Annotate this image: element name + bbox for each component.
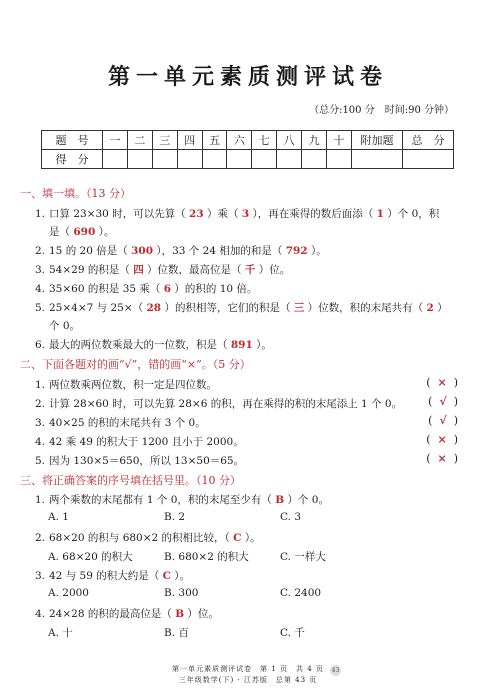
- question-text: ）。: [174, 570, 191, 582]
- question-text: 是（: [49, 226, 70, 238]
- options-row: [48, 587, 396, 599]
- options-row: [48, 511, 396, 523]
- question-number: 2.: [35, 532, 46, 544]
- score-header-cell: 七: [252, 131, 277, 150]
- question-text: 15 的 20 倍是（: [49, 245, 128, 257]
- s1-question-4: [35, 281, 257, 296]
- answer: 四: [133, 264, 144, 276]
- section3-heading: 三、将正确答案的序号填在括号里。（10 分）: [20, 474, 241, 487]
- s3-item: [35, 492, 329, 507]
- score-cell[interactable]: [202, 150, 227, 169]
- question-text: 计算 28×60 时，可以先算 28×6 的积，再在乘得的积的末尾添上 1 个 0。: [49, 398, 403, 410]
- answer: 2: [426, 302, 434, 314]
- answer: ×: [437, 433, 447, 446]
- answer: 三: [293, 302, 305, 314]
- question-number: 2.: [35, 398, 46, 410]
- option: B. 300: [164, 587, 199, 599]
- question-number: 1.: [35, 494, 46, 506]
- score-cell[interactable]: [302, 150, 327, 169]
- question-text: ）位。: [187, 608, 219, 620]
- score-header-cell: 四: [177, 131, 202, 150]
- question-text: 25×4×7 与 25×（: [49, 302, 144, 314]
- question-text: 两个乘数的末尾都有 1 个 0，积的末尾至少有（: [49, 494, 272, 506]
- score-cell[interactable]: [277, 150, 302, 169]
- question-text: ）个 0，积: [387, 208, 440, 220]
- judge-mark: ( × ): [426, 433, 458, 446]
- section1-heading: 一、填一填。（13 分）: [20, 187, 131, 200]
- question-text: ），再在乘得的数后面添（: [252, 208, 374, 220]
- s3-item: [35, 530, 261, 545]
- score-cell[interactable]: [152, 150, 177, 169]
- question-text: ）。: [244, 532, 261, 544]
- score-table-score-row: [42, 150, 454, 169]
- question-text: 40×25 的积的末尾共有 3 个 0。: [49, 417, 206, 429]
- score-header-cell: 十: [327, 131, 352, 150]
- s2-item: [35, 453, 244, 468]
- question-text: ）乘（: [207, 208, 239, 220]
- option: C. 一样大: [280, 551, 326, 563]
- question-text: ）: [437, 302, 448, 314]
- s1-question-5: [35, 300, 448, 315]
- score-header-cell: 六: [227, 131, 252, 150]
- question-text: 68×20 的积与 680×2 的积相比较，（: [49, 532, 230, 544]
- score-cell[interactable]: [403, 150, 454, 169]
- score-row-label: 得 分: [42, 150, 103, 169]
- question-text: ）位数，最高位是（: [147, 264, 242, 276]
- option: A. 2000: [48, 587, 89, 599]
- answer: 1: [376, 208, 384, 220]
- question-text: ）。: [310, 245, 327, 257]
- question-text: 42 乘 49 的积大于 1200 且小于 2000。: [49, 436, 244, 448]
- answer: B: [175, 608, 185, 620]
- score-header-cell: 五: [202, 131, 227, 150]
- score-header-cell: 二: [127, 131, 152, 150]
- section2-heading: 二、下面各题对的画“√”，错的画“×”。（5 分）: [20, 358, 251, 371]
- answer: √: [439, 395, 447, 408]
- question-number: 5.: [35, 302, 46, 314]
- s3-item: [35, 568, 190, 583]
- score-cell[interactable]: [177, 150, 202, 169]
- score-cell[interactable]: [352, 150, 403, 169]
- s2-item: [35, 415, 206, 430]
- question-number: 3.: [35, 570, 46, 582]
- option: C. 3: [280, 511, 302, 523]
- question-number: 5.: [35, 455, 46, 467]
- score-header-cell: 八: [277, 131, 302, 150]
- question-text: 35×60 的积是 35 乘（: [49, 283, 161, 295]
- question-number: 2.: [35, 245, 46, 257]
- answer: 6: [163, 283, 172, 295]
- answer: 300: [131, 245, 154, 257]
- question-number: 3.: [35, 264, 46, 276]
- option: C. 2400: [280, 587, 322, 599]
- s1-question-2: [35, 243, 327, 258]
- question-number: 4.: [35, 283, 46, 295]
- question-number: 4.: [35, 436, 46, 448]
- option: B. 百: [164, 627, 189, 639]
- question-text: 因为 130×5＝650，所以 13×50＝65。: [49, 455, 245, 467]
- question-text: ）。: [256, 339, 272, 351]
- question-text: ）的积的 10 倍。: [174, 283, 258, 295]
- s1-question-3: [35, 262, 290, 277]
- score-table: [41, 130, 454, 169]
- score-header-cell: 题 号: [42, 131, 103, 150]
- score-cell[interactable]: [127, 150, 152, 169]
- question-number: 4.: [35, 608, 46, 620]
- score-table-header-row: [42, 131, 454, 150]
- question-number: 1.: [35, 379, 46, 391]
- option: B. 680×2 的积大: [164, 551, 249, 563]
- judge-mark: ( √ ): [428, 395, 458, 408]
- option: B. 2: [164, 511, 186, 523]
- score-header-cell: 九: [302, 131, 327, 150]
- footer-line-1: 第一单元素质测评试卷 第 1 页 共 4 页: [172, 665, 324, 673]
- question-number: 6.: [35, 339, 46, 351]
- s1-question-6: [35, 337, 272, 352]
- s1-question-1: [35, 206, 439, 221]
- answer: 891: [230, 339, 253, 351]
- option: C. 千: [280, 627, 305, 639]
- s1-question-5-cont: 个 0。: [49, 320, 81, 332]
- score-cell[interactable]: [227, 150, 252, 169]
- score-header-cell: 总 分: [403, 131, 454, 150]
- s2-item: [35, 396, 402, 411]
- s2-item: [35, 377, 217, 392]
- option: A. 68×20 的积大: [48, 551, 133, 563]
- score-header-cell: 一: [103, 131, 128, 150]
- question-text: ）位。: [258, 264, 291, 276]
- s2-item: [35, 434, 244, 449]
- score-cell[interactable]: [327, 150, 352, 169]
- question-text: ），33 个 24 相加的和是（: [156, 245, 283, 257]
- exam-info: （总分:100 分 时间:90 分钟）: [309, 105, 454, 116]
- question-text: 两位数乘两位数，积一定是四位数。: [49, 379, 217, 391]
- answer: 28: [146, 302, 162, 314]
- question-number: 1.: [35, 208, 46, 220]
- s3-item: [35, 606, 219, 621]
- page-badge-icon: 43: [331, 667, 340, 674]
- page-title: 第一单元素质测评试卷: [107, 64, 388, 90]
- score-header-cell: 附加题: [352, 131, 403, 150]
- answer: ×: [437, 452, 447, 465]
- score-cell[interactable]: [103, 150, 128, 169]
- footer-line-2: 三年级数学(下) · 江苏版 总第 43 页: [178, 676, 318, 684]
- answer: C: [162, 570, 171, 582]
- question-text: 54×29 的积是（: [49, 264, 130, 276]
- option: A. 1: [48, 511, 69, 523]
- judge-mark: ( × ): [426, 376, 458, 389]
- question-text: ）的积相等，它们的积是（: [164, 302, 291, 314]
- answer: 千: [244, 264, 256, 276]
- score-cell[interactable]: [252, 150, 277, 169]
- judge-mark: ( × ): [426, 452, 458, 465]
- answer: 3: [241, 208, 250, 220]
- question-text: 24×28 的积的最高位是（: [49, 608, 172, 620]
- answer: ×: [437, 376, 447, 389]
- question-number: 3.: [35, 417, 46, 429]
- question-text: ）位数，积的末尾共有（: [307, 302, 424, 314]
- answer: B: [275, 494, 285, 506]
- question-text: 最大的两位数乘最大的一位数，积是（: [49, 339, 228, 351]
- answer: 23: [189, 208, 204, 220]
- options-row: [48, 549, 396, 564]
- judge-mark: ( √ ): [428, 414, 458, 427]
- question-text: 42 与 59 的积大约是（: [49, 570, 160, 582]
- answer: √: [439, 414, 447, 427]
- answer: C: [233, 532, 242, 544]
- option: A. 十: [48, 627, 73, 639]
- options-row: [48, 625, 396, 640]
- answer: 690: [73, 226, 96, 238]
- question-text: ）。: [98, 226, 115, 238]
- question-text: 口算 23×30 时，可以先算（: [49, 208, 186, 220]
- s1-question-1-cont: [49, 224, 114, 239]
- score-header-cell: 三: [152, 131, 177, 150]
- answer: 792: [285, 245, 308, 257]
- question-text: ）个 0。: [287, 494, 329, 506]
